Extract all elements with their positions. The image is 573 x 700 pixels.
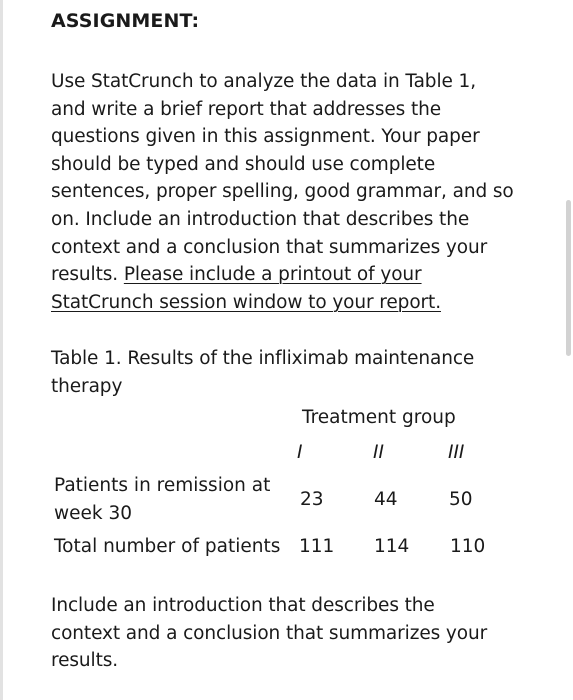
intro-line: sentences, proper spelling, good grammar, and so (51, 181, 514, 203)
closing-line: results. (51, 650, 119, 672)
closing-line: Include an introduction that describes the (51, 595, 435, 616)
row-label-remission-line1: Patients in remission at (54, 475, 271, 496)
intro-line: should be typed and should use complete (51, 153, 436, 175)
intro-line: questions given in this assignment. Your paper (51, 126, 480, 148)
row-label-total: Total number of patients (54, 536, 281, 557)
table-cell-total-II: 114 (374, 536, 410, 557)
vertical-scrollbar[interactable] (566, 200, 571, 356)
intro-line: Use StatCrunch to analyze the data in Table 1, (51, 71, 477, 92)
table-caption-line: Table 1. Results of the infliximab maintenance (51, 348, 475, 369)
intro-paragraph (51, 68, 514, 316)
intro-line: on. Include an introduction that describes the (51, 208, 470, 230)
closing-paragraph (51, 592, 487, 675)
intro-line: and write a brief report that addresses the (51, 98, 442, 120)
table-cell-total-III: 110 (450, 536, 486, 557)
printout-instruction-underlined: Please include a printout of your (123, 264, 422, 286)
table-cell-total-I: 111 (299, 536, 335, 557)
intro-line: context and a conclusion that summarizes your (51, 236, 488, 258)
table-cell-remission-II: 44 (374, 489, 398, 510)
left-border-rule (0, 0, 3, 700)
assignment-heading: ASSIGNMENT: (51, 10, 200, 32)
intro-line-last (51, 261, 514, 289)
table-caption-line: therapy (51, 375, 123, 397)
closing-line: context and a conclusion that summarizes your (51, 622, 488, 644)
group-header-III: III (448, 442, 465, 463)
group-header-I: I (297, 442, 303, 463)
printout-instruction-underlined-tail: StatCrunch session window to your report. (51, 291, 441, 313)
table-cell-remission-I: 23 (300, 489, 324, 510)
row-label-remission-line2: week 30 (54, 503, 133, 524)
table-caption (51, 345, 474, 400)
group-header-II: II (373, 442, 384, 463)
treatment-group-header: Treatment group (302, 407, 456, 428)
intro-last-plain: results. (51, 264, 124, 286)
table-cell-remission-III: 50 (449, 489, 473, 510)
